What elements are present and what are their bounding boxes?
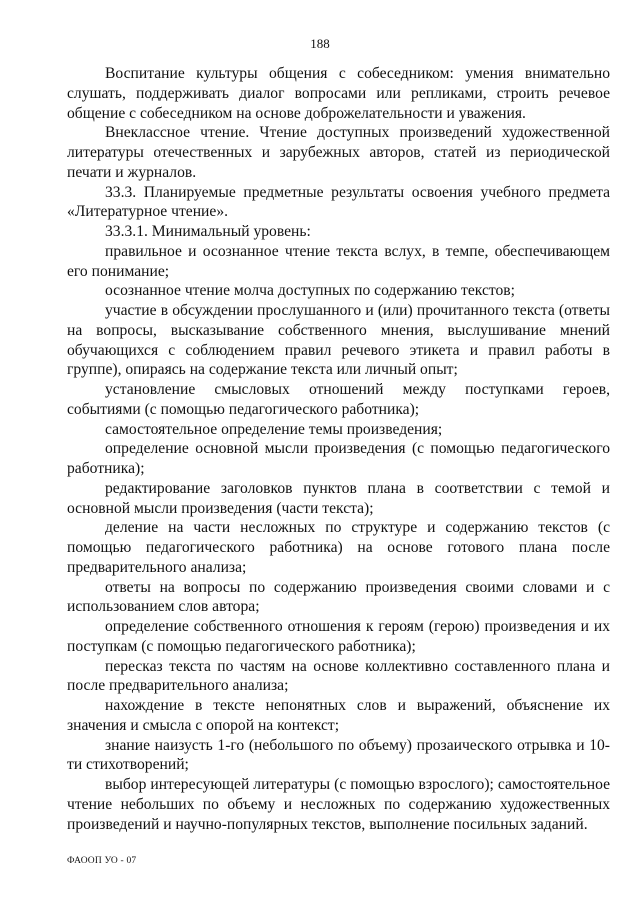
list-item: участие в обсуждении прослушанного и (или) прочитанного текста (ответы на вопросы, высказывание собственного мнения, выслушивание мнений обучающихся с соблюдением правил речевого этикета и правил работы в группе), опираясь на содержание текста или личный опыт;: [67, 302, 610, 379]
list-item: самостоятельное определение темы произведения;: [105, 420, 443, 438]
paragraph: Воспитание культуры общения с собеседником: умения внимательно слушать, поддерживать диалог вопросами или репликами, строить речевое общение с собеседником на основе доброжелательности и уважения.: [67, 65, 610, 122]
list-item: деление на части несложных по структуре и содержанию текстов (с помощью педагогического работника) на основе готового плана после предварительного анализа;: [67, 519, 610, 576]
footer-code: ФАООП УО - 07: [67, 856, 137, 866]
list-item: нахождение в тексте непонятных слов и выражений, объяснение их значения и смысла с опорой на контекст;: [67, 697, 610, 734]
list-item: редактирование заголовков пунктов плана в соответствии с темой и основной мысли произведения (части текста);: [67, 479, 610, 517]
subsection-heading: 33.3.1. Минимальный уровень:: [105, 223, 311, 240]
list-item: пересказ текста по частям на основе коллективно составленного плана и после предварительного анализа;: [67, 657, 610, 695]
list-item: определение основной мысли произведения (с помощью педагогического работника);: [67, 440, 610, 477]
document-body: [67, 64, 610, 834]
list-item: осознанное чтение молча доступных по содержанию текстов;: [105, 282, 515, 300]
list-item: определение собственного отношения к героям (герою) произведения и их поступкам (с помощью педагогического работника);: [67, 618, 610, 655]
page-number: 188: [310, 36, 330, 51]
list-item: знание наизусть 1-го (небольшого по объему) прозаического отрывка и 10-ти стихотворений;: [67, 736, 610, 774]
list-item: правильное и осознанное чтение текста вслух, в темпе, обеспечивающем его понимание;: [67, 242, 610, 280]
list-item: выбор интересующей литературы (с помощью взрослого); самостоятельное чтение небольших по объему и несложных по содержанию художественных произведений и научно-популярных текстов, выполнение посильных заданий.: [67, 776, 610, 833]
list-item: установление смысловых отношений между поступками героев, событиями (с помощью педагогического работника);: [67, 381, 610, 418]
list-item: ответы на вопросы по содержанию произведения своими словами и с использованием слов автора;: [67, 578, 610, 616]
paragraph: Внеклассное чтение. Чтение доступных произведений художественной литературы отечественных и зарубежных авторов, статей из периодической печати и журналов.: [67, 124, 610, 181]
section-heading: 33.3. Планируемые предметные результаты освоения учебного предмета «Литературное чтение».: [67, 183, 610, 221]
